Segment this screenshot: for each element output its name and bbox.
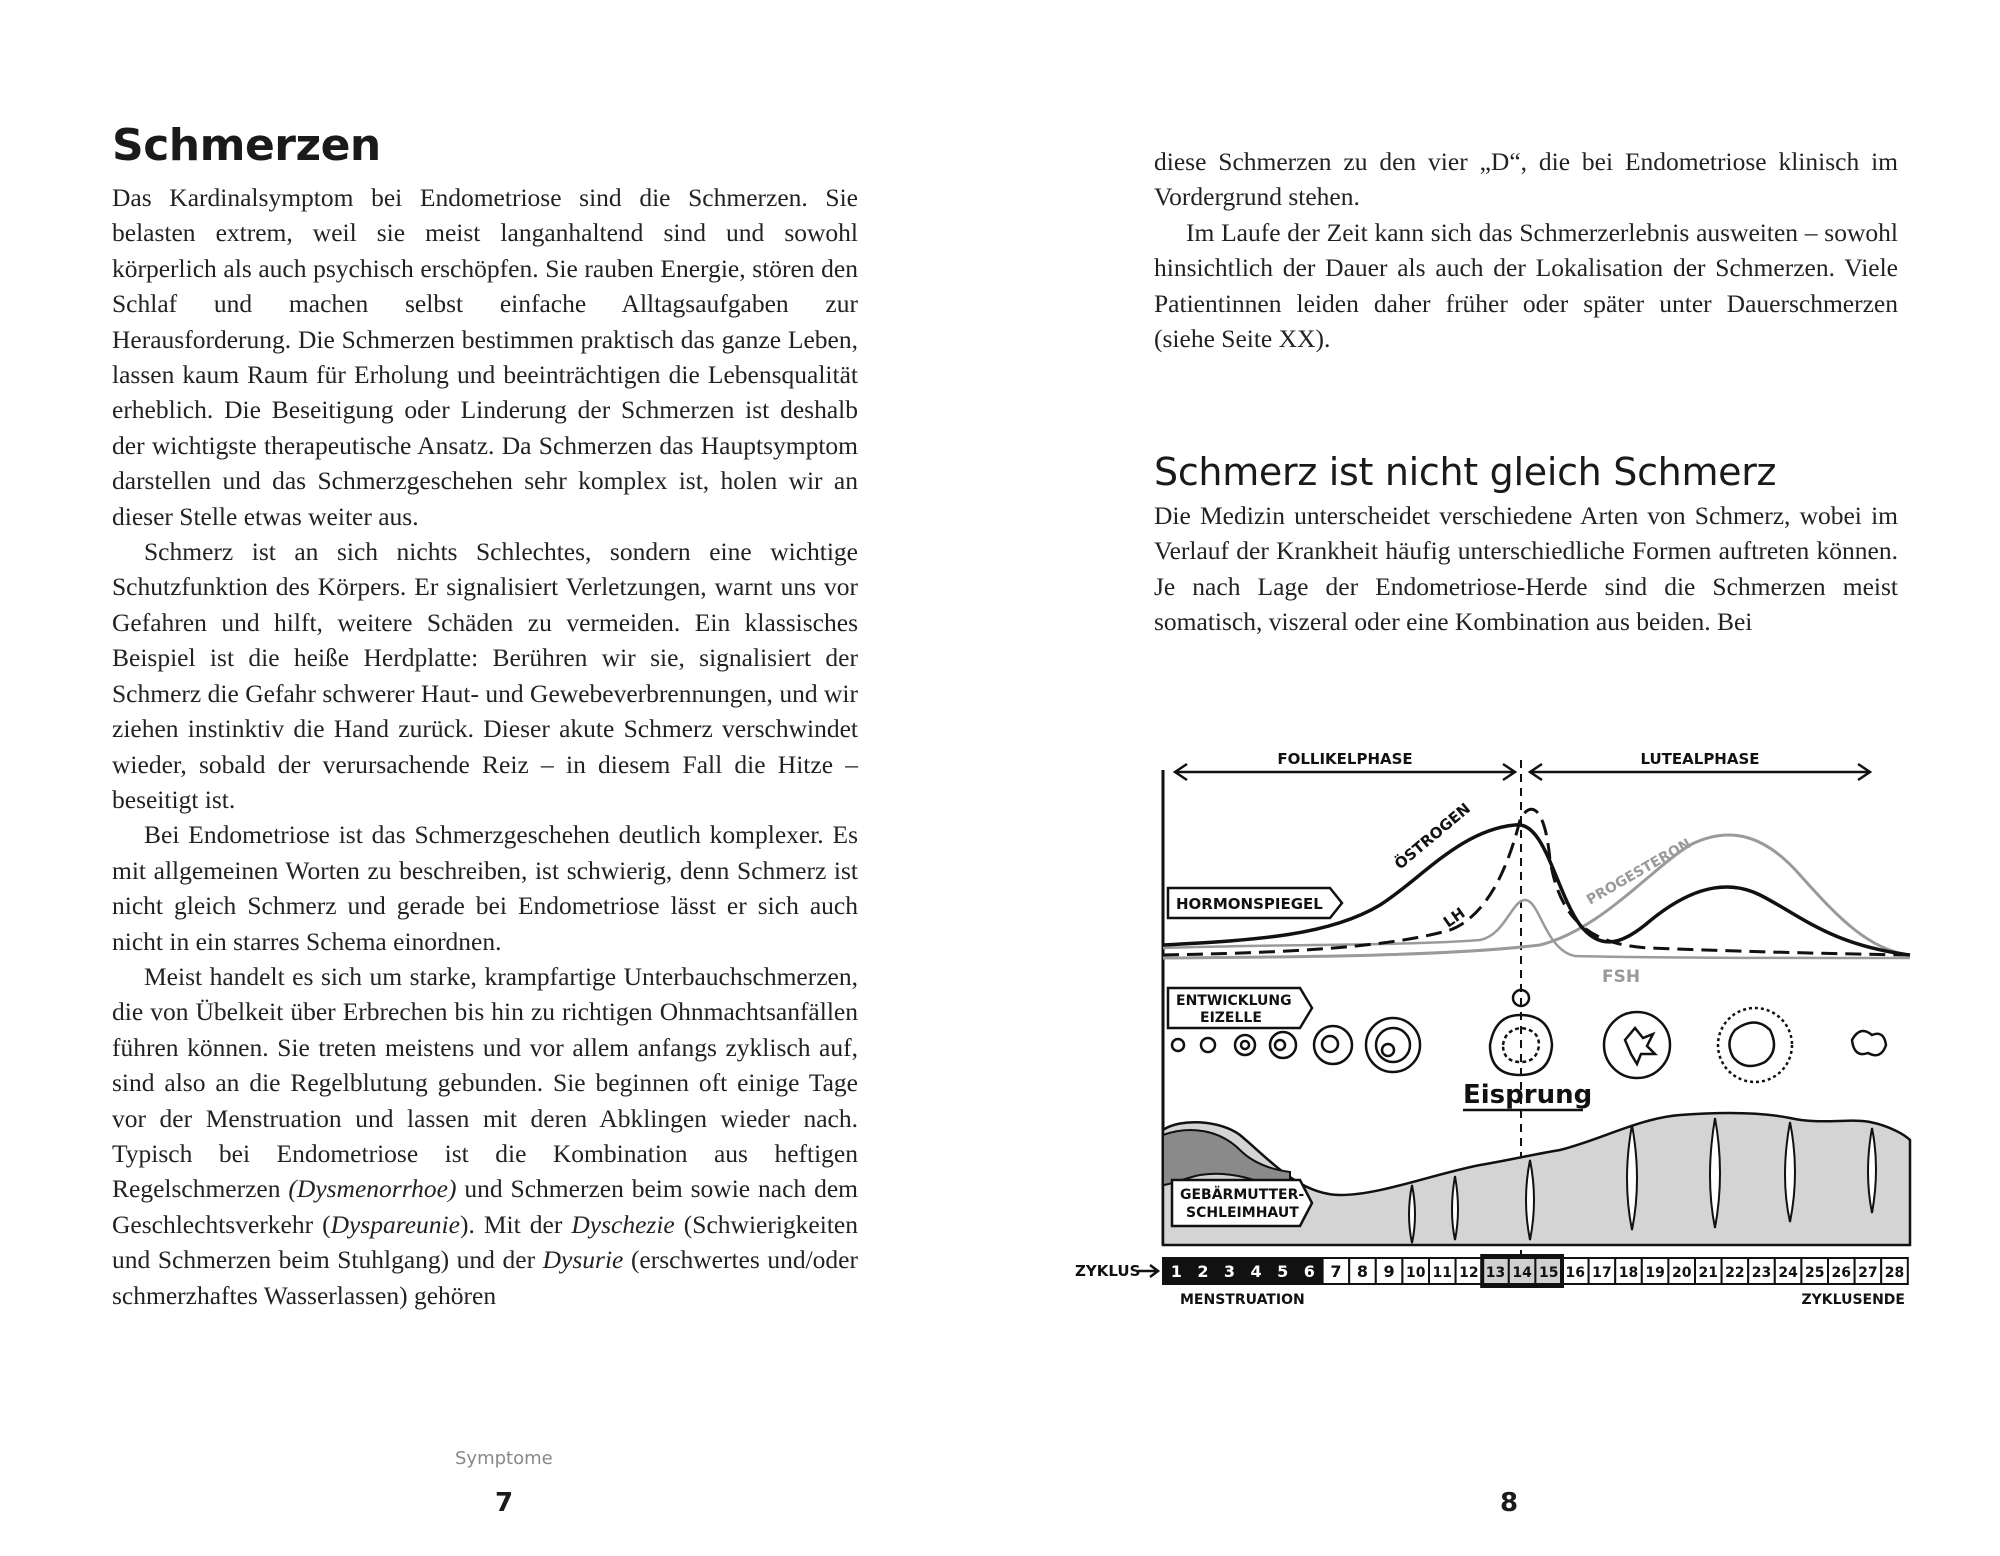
cycle-day-number: 19 [1645,1265,1665,1281]
paragraph: Das Kardinalsymptom bei Endometriose sind die Schmerzen. Sie belasten extrem, weil sie meist langanhaltend sind und sowohl körperlich als auch psychisch erschöpfen. Sie rauben Energie, stören den Schlaf und machen selbst einfache Alltagsaufgaben zur Herausforderung. Die Schmerzen bestimmen praktisch das ganze Leben, lassen kaum Raum für Erholung und beeinträchtigen die Lebensqualität erheblich. Die Beseitigung oder Linderung der Schmerzen ist deshalb der wichtigste therapeutische Ansatz. Da Schmerzen das Hauptsymptom darstellen und das Schmerzgeschehen sehr komplex ist, holen wir an dieser Stelle etwas weiter aus. [112,183,858,531]
text-run: und Schmerzen beim sowie nach dem Geschlechtsverkehr ( [112,1174,858,1239]
cycle-day-number: 4 [1250,1262,1262,1281]
paragraph: Schmerz ist an sich nichts Schlechtes, sondern eine wichtige Schutzfunktion des Körpers. Er signalisiert Verletzungen, warnt uns vor Gefahren und hilft, weitere Schäden zu vermeiden. Ein klassisches Beispiel ist die heiße Herdplatte: Berühren wir sie, signalisiert der Schmerz die Gefahr schwerer Haut- und Gewebeverbrennungen, und wir ziehen instinktiv die Hand zurück. Dieser akute Schmerz verschwindet wieder, sobald der verursachende Reiz – in diesem Fall die Hitze – beseitigt ist. [112,537,858,814]
cycle-end-label: ZYKLUSENDE [1801,1292,1905,1308]
cycle-day-number: 17 [1592,1265,1612,1281]
label-progesterone: PROGESTERON [1584,835,1694,909]
cycle-day-number: 24 [1778,1265,1798,1281]
cycle-day-number: 12 [1459,1265,1479,1281]
page-number-left: 7 [495,1488,514,1518]
cycle-day-number: 1 [1170,1262,1182,1281]
paragraph: Im Laufe der Zeit kann sich das Schmerzerlebnis ausweiten – sowohl hinsichtlich der Dauer als auch der Lokalisation der Schmerzen. Viele Patientinnen leiden daher früher oder später unter Dauerschmerzen (siehe Seite XX). [1154,217,1898,354]
cycle-day-number: 21 [1698,1265,1719,1281]
term-dysmenorrhoe: (Dysmenorrhoe) [288,1174,457,1204]
label-fsh: FSH [1602,967,1641,987]
subsection-heading: Schmerz ist nicht gleich Schmerz [1154,450,1777,494]
cycle-day-number: 22 [1725,1265,1745,1281]
cycle-day-number: 7 [1330,1262,1342,1281]
cycle-day-number: 27 [1858,1265,1878,1281]
cycle-day-number: 28 [1884,1265,1905,1281]
cycle-day-number: 8 [1356,1262,1369,1281]
cycle-day-number: 26 [1831,1265,1852,1281]
right-text-column-top [1154,144,1898,356]
right-page [1000,0,2000,1556]
paragraph [112,959,858,1313]
lining-label-line1: GEBÄRMUTTER- [1180,1187,1305,1203]
cycle-day-number: 16 [1565,1265,1586,1281]
cycle-day-number: 3 [1223,1262,1236,1281]
cycle-day-number: 9 [1383,1262,1395,1281]
cycle-day-number: 5 [1277,1262,1289,1281]
cycle-day-number: 2 [1197,1262,1209,1281]
phase-label-follicular: FOLLIKELPHASE [1277,750,1413,768]
left-text-column [112,180,858,1313]
cycle-day-number: 23 [1751,1265,1772,1281]
section-heading-schmerzen: Schmerzen [112,120,381,171]
cycle-diagram [1070,740,1940,1320]
cycle-day-number: 6 [1303,1262,1315,1281]
cycle-day-number: 15 [1538,1265,1559,1281]
paragraph: diese Schmerzen zu den vier „D“, die bei Endometriose klinisch im Vordergrund stehen. [1154,147,1898,212]
term-dyspareunie: Dyspareunie [330,1209,460,1239]
cycle-day-number: 11 [1432,1265,1453,1281]
paragraph: Bei Endometriose ist das Schmerzgeschehen deutlich komplexer. Es mit allgemeinen Worten zu beschreiben, ist schwierig, denn Schmerz ist nicht gleich Schmerz und gerade bei Endometriose lässt er sich auch nicht in ein starres Schema einordnen. [112,820,858,956]
lh-curve [1163,809,1910,955]
cycle-day-number: 10 [1405,1265,1426,1281]
text-run: ). Mit der [459,1209,572,1239]
page-number-right: 8 [1500,1488,1519,1518]
term-dyschezie: Dyschezie [571,1209,675,1239]
egg-label-line1: ENTWICKLUNG [1176,993,1292,1009]
cycle-day-strip [1163,1256,1908,1286]
text-run: (erschwertes und/oder schmerzhaftes Wasserlassen) gehören [112,1245,858,1310]
ovulation-label: Eisprung [1463,1080,1593,1110]
menstruation-label: MENSTRUATION [1180,1292,1305,1308]
cycle-day-number: 25 [1804,1265,1825,1281]
cycle-day-number: 13 [1485,1265,1506,1281]
label-estrogen: ÖSTROGEN [1391,799,1474,874]
cycle-day-number: 20 [1671,1265,1692,1281]
paragraph: Die Medizin unterscheidet verschiedene Arten von Schmerz, wobei im Verlauf der Krankheit häufig unterschiedliche Formen auftreten können. Je nach Lage der Endometriose-Herde sind die Schmerzen meist somatisch, viszeral oder eine Kombination aus beiden. Bei [1154,501,1898,637]
lining-label-line2: SCHLEIMHAUT [1186,1205,1299,1221]
right-text-column-bottom [1154,498,1898,640]
cycle-label: ZYKLUS [1075,1262,1141,1280]
egg-label-line2: EIZELLE [1200,1010,1262,1026]
cycle-day-number: 18 [1618,1265,1639,1281]
text-run: Meist handelt es sich um starke, krampfartige Unterbauchschmerzen, die von Übelkeit über Erbrechen bis hin zu richtigen Ohnmachtsanfällen führen können. Sie treten meistens und vor allem anfangs zyklisch auf, sind also an die Regelblutung gebunden. Sie beginnen oft einige Tage vor der Menstruation und lassen mit deren Abklingen wieder nach. Typisch bei Endometriose ist die Kombination aus heftigen Regelschmerzen [112,961,858,1204]
label-lh: LH [1439,903,1469,932]
running-footer: Symptome [455,1448,553,1469]
cycle-day-number: 14 [1512,1265,1532,1281]
term-dysurie: Dysurie [542,1245,624,1275]
text-run: (Schwierigkeiten und Schmerzen beim Stuhlgang) und der [112,1209,858,1275]
phase-label-luteal: LUTEALPHASE [1640,750,1760,768]
hormone-label: HORMONSPIEGEL [1176,895,1323,913]
